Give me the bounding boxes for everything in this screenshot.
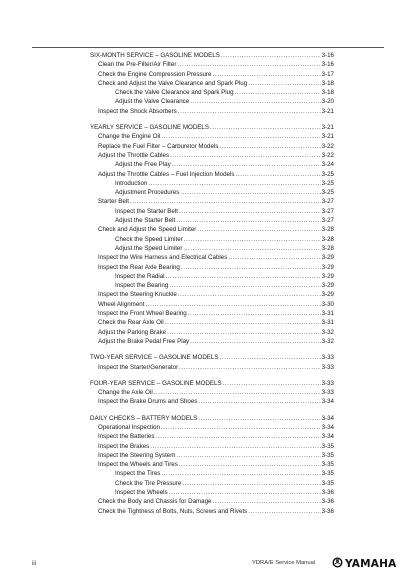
dot-leader	[170, 151, 321, 160]
dot-leader	[223, 379, 321, 388]
toc-entry-title: Check the Rear Axle Oil	[98, 319, 164, 327]
dot-leader	[130, 197, 321, 206]
toc-entry-title: Inspect the Starter/Generator	[98, 363, 179, 371]
dot-leader	[161, 423, 321, 432]
toc-page-number: 3-36	[321, 498, 334, 506]
toc-heading	[90, 123, 334, 132]
toc-page-number: 3-24	[321, 161, 334, 169]
toc-page-number: 3-20	[321, 98, 334, 106]
toc-entry-title: Check the Valve Clearance and Spark Plug	[115, 89, 234, 97]
dot-leader	[176, 216, 320, 225]
yamaha-logo	[332, 555, 396, 573]
toc-entry	[90, 309, 334, 318]
dot-leader	[169, 281, 320, 290]
dot-leader	[221, 51, 321, 60]
dot-leader	[190, 337, 320, 346]
toc-page-number: 3-34	[321, 398, 334, 406]
toc-entry-title: Adjust the Starter Belt	[115, 217, 176, 225]
dot-leader	[197, 225, 320, 234]
toc-page-number: 3-34	[321, 414, 334, 422]
toc-entry-title: Adjustment Procedures	[115, 189, 180, 197]
toc-page-number: 3-35	[321, 451, 334, 459]
toc-entry-title: Adjust the Speed Limiter	[115, 244, 183, 252]
toc-entry-title: Adjust the Throttle Cables	[98, 151, 170, 159]
toc-page-number: 3-25	[321, 189, 334, 197]
dot-leader	[179, 460, 321, 469]
toc-page-number: 3-21	[321, 124, 334, 132]
toc-entry-title: Check the Speed Limiter	[115, 235, 183, 243]
toc-page-number: 3-33	[321, 389, 334, 397]
toc-page-number: 3-21	[321, 133, 334, 141]
toc-entry	[90, 263, 334, 272]
page-number: iii	[32, 561, 36, 567]
toc-entry-title: Inspect the Wheels	[115, 489, 168, 497]
toc-entry	[90, 79, 334, 88]
toc-entry	[90, 507, 334, 516]
toc-entry	[90, 432, 334, 441]
dot-leader	[219, 142, 320, 151]
toc-entry	[90, 151, 334, 160]
toc-entry	[90, 160, 334, 169]
toc-entry-title: YEARLY SERVICE – GASOLINE MODELS	[90, 124, 209, 132]
dot-leader	[182, 479, 320, 488]
toc-section	[90, 414, 334, 516]
toc-entry	[90, 423, 334, 432]
toc-page-number: 3-35	[321, 442, 334, 450]
toc-entry-title: Change the Axle Oil	[98, 389, 153, 397]
toc-entry-title: Inspect the Brake Drums and Shoes	[98, 398, 198, 406]
dot-leader	[161, 469, 320, 478]
toc-entry	[90, 244, 334, 253]
toc-entry	[90, 460, 334, 469]
dot-leader	[183, 244, 320, 253]
toc-entry-title: Replace the Fuel Filter – Carburetor Models	[98, 142, 219, 150]
toc-entry-title: Check and Adjust the Valve Clearance and Spark Plug	[98, 79, 248, 87]
manual-title: YDRA/E Service Manual	[252, 560, 316, 566]
toc-entry-title: TWO-YEAR SERVICE – GASOLINE MODELS	[90, 354, 219, 362]
toc-page-number: 3-33	[321, 363, 334, 371]
toc-entry	[90, 290, 334, 299]
toc-entry	[90, 225, 334, 234]
toc-entry-title: Wheel Alignment	[98, 300, 145, 308]
toc-page-number: 3-28	[321, 244, 334, 252]
toc-page-number: 3-28	[321, 235, 334, 243]
toc-heading	[90, 414, 334, 423]
toc-section	[90, 123, 334, 346]
toc-entry-title: Adjust the Throttle Cables – Fuel Injection Models	[98, 170, 235, 178]
toc-page-number: 3-33	[321, 354, 334, 362]
toc-page-number: 3-27	[321, 217, 334, 225]
dot-leader	[166, 272, 321, 281]
yamaha-logo-text: YAMAHA	[345, 558, 397, 570]
toc-page-number: 3-36	[321, 507, 334, 515]
dot-leader	[248, 507, 320, 516]
toc-entry-title: Adjust the Parking Brake	[98, 328, 167, 336]
toc-page-number: 3-29	[321, 254, 334, 262]
toc-entry	[90, 451, 334, 460]
toc-page-number: 3-18	[321, 89, 334, 97]
toc-page-number: 3-36	[321, 489, 334, 497]
toc-entry	[90, 281, 334, 290]
toc-entry	[90, 488, 334, 497]
toc-entry	[90, 197, 334, 206]
dot-leader	[181, 263, 321, 272]
toc-entry-title: Inspect the Tires	[115, 470, 161, 478]
toc-entry-title: Check and Adjust the Speed Limiter	[98, 226, 197, 234]
toc-entry-title: Inspect the Steering Knuckle	[98, 291, 177, 299]
toc-entry-title: Inspect the Radial	[115, 272, 165, 280]
toc-heading	[90, 353, 334, 362]
toc-entry-title: Adjust the Valve Clearance	[115, 98, 190, 106]
toc-entry	[90, 388, 334, 397]
toc-page-number: 3-29	[321, 272, 334, 280]
dot-leader	[213, 70, 321, 79]
toc-entry	[90, 179, 334, 188]
toc-section	[90, 353, 334, 372]
dot-leader	[198, 414, 320, 423]
toc-heading	[90, 379, 334, 388]
toc-entry	[90, 479, 334, 488]
toc-page-number: 3-31	[321, 319, 334, 327]
toc-entry-title: Starter Belt	[98, 198, 129, 206]
toc-entry	[90, 132, 334, 141]
dot-leader	[169, 488, 321, 497]
toc-heading	[90, 51, 334, 60]
toc-entry-title: Check the Body and Chassis for Damage	[98, 498, 212, 506]
toc-page-number: 3-22	[321, 151, 334, 159]
toc-entry-title: Inspect the Starter Belt	[115, 207, 178, 215]
toc-page-number: 3-16	[321, 61, 334, 69]
toc-entry-title: Inspect the Steering System	[98, 451, 176, 459]
toc-page-number: 3-25	[321, 170, 334, 178]
toc-entry-title: Inspect the Rear Axle Bearing	[98, 263, 180, 271]
dot-leader	[178, 290, 321, 299]
dot-leader	[165, 318, 321, 327]
toc-entry-title: Check the Tightness of Bolts, Nuts, Screws and Rivets	[98, 507, 248, 515]
dot-leader	[184, 235, 321, 244]
toc-entry-title: Inspect the Front Wheel Bearing	[98, 310, 187, 318]
toc-entry-title: Introduction	[115, 179, 148, 187]
dot-leader	[154, 388, 321, 397]
dot-leader	[179, 207, 321, 216]
toc-section	[90, 379, 334, 407]
toc-entry	[90, 170, 334, 179]
toc-page-number: 3-35	[321, 479, 334, 487]
dot-leader	[177, 60, 320, 69]
toc-entry	[90, 469, 334, 478]
dot-leader	[198, 397, 320, 406]
toc-entry	[90, 207, 334, 216]
dot-leader	[188, 309, 321, 318]
toc-page-number: 3-32	[321, 328, 334, 336]
dot-leader	[190, 97, 320, 106]
toc-page-number: 3-29	[321, 291, 334, 299]
toc-page-number: 3-31	[321, 310, 334, 318]
yamaha-tuning-fork-emblem-icon	[332, 555, 343, 573]
dot-leader	[167, 328, 321, 337]
toc-entry-title: Adjust the Free Play	[115, 161, 171, 169]
toc-entry	[90, 337, 334, 346]
toc-entry	[90, 97, 334, 106]
toc-entry-title: Operational Inspection	[98, 423, 160, 431]
toc-page-number: 3-17	[321, 70, 334, 78]
toc-page-number: 3-35	[321, 470, 334, 478]
toc-page-number: 3-35	[321, 461, 334, 469]
toc-entry	[90, 107, 334, 116]
dot-leader	[235, 88, 321, 97]
toc-entry-title: FOUR-YEAR SERVICE – GASOLINE MODELS	[90, 379, 222, 387]
dot-leader	[148, 179, 320, 188]
toc-entry-title: Clean the Pre-Filter/Air Filter	[98, 61, 177, 69]
toc-page-number: 3-29	[321, 263, 334, 271]
toc-page-number: 3-34	[321, 433, 334, 441]
toc-entry	[90, 328, 334, 337]
toc-page-number: 3-28	[321, 226, 334, 234]
toc-entry	[90, 142, 334, 151]
toc-page-number: 3-21	[321, 107, 334, 115]
dot-leader	[179, 363, 320, 372]
toc-entry	[90, 497, 334, 506]
toc-entry-title: Inspect the Bearing	[115, 282, 169, 290]
dot-leader	[161, 132, 320, 141]
toc-page-number: 3-16	[321, 52, 334, 59]
toc-entry	[90, 60, 334, 69]
toc-page-number: 3-30	[321, 300, 334, 308]
toc-entry-title: Adjust the Brake Pedal Free Play	[98, 337, 190, 345]
toc-entry	[90, 88, 334, 97]
toc-entry-title: Inspect the Batteries	[98, 433, 155, 441]
dot-leader	[176, 451, 320, 460]
dot-leader	[150, 442, 320, 451]
toc-entry	[90, 70, 334, 79]
dot-leader	[180, 188, 320, 197]
dot-leader	[219, 353, 320, 362]
dot-leader	[213, 497, 321, 506]
toc-page-number: 3-33	[321, 379, 334, 387]
dot-leader	[172, 160, 321, 169]
toc-entry-title: SIX-MONTH SERVICE – GASOLINE MODELS	[90, 52, 220, 59]
toc-page-number: 3-22	[321, 142, 334, 150]
dot-leader	[178, 107, 321, 116]
dot-leader	[228, 253, 320, 262]
header-rule	[32, 47, 384, 48]
toc-entry-title: Inspect the Wheels and Tires	[98, 461, 178, 469]
toc-entry-title: Inspect the Shock Absorbers	[98, 107, 177, 115]
toc-page-number: 3-32	[321, 337, 334, 345]
toc-page-number: 3-18	[321, 79, 334, 87]
dot-leader	[235, 170, 320, 179]
toc-entry	[90, 272, 334, 281]
toc-page-number: 3-34	[321, 423, 334, 431]
toc-page-number: 3-29	[321, 282, 334, 290]
table-of-contents	[90, 51, 334, 523]
toc-page-number: 3-27	[321, 207, 334, 215]
toc-entry	[90, 442, 334, 451]
toc-entry	[90, 216, 334, 225]
toc-entry	[90, 253, 334, 262]
toc-page-number: 3-25	[321, 179, 334, 187]
dot-leader	[248, 79, 320, 88]
toc-entry	[90, 397, 334, 406]
toc-entry	[90, 188, 334, 197]
toc-entry	[90, 235, 334, 244]
toc-entry-title: Check the Engine Compression Pressure	[98, 70, 212, 78]
toc-page-number: 3-27	[321, 198, 334, 206]
toc-entry-title: Inspect the Brakes	[98, 442, 150, 450]
toc-entry	[90, 318, 334, 327]
toc-entry	[90, 363, 334, 372]
toc-section	[90, 51, 334, 116]
dot-leader	[210, 123, 321, 132]
toc-entry-title: Inspect the Wire Harness and Electrical Cables	[98, 254, 228, 262]
dot-leader	[145, 300, 320, 309]
dot-leader	[155, 432, 320, 441]
toc-entry-title: Check the Tire Pressure	[115, 479, 182, 487]
toc-entry-title: DAILY CHECKS – BATTERY MODELS	[90, 414, 198, 422]
toc-entry	[90, 300, 334, 309]
toc-entry-title: Change the Engine Oil	[98, 133, 161, 141]
